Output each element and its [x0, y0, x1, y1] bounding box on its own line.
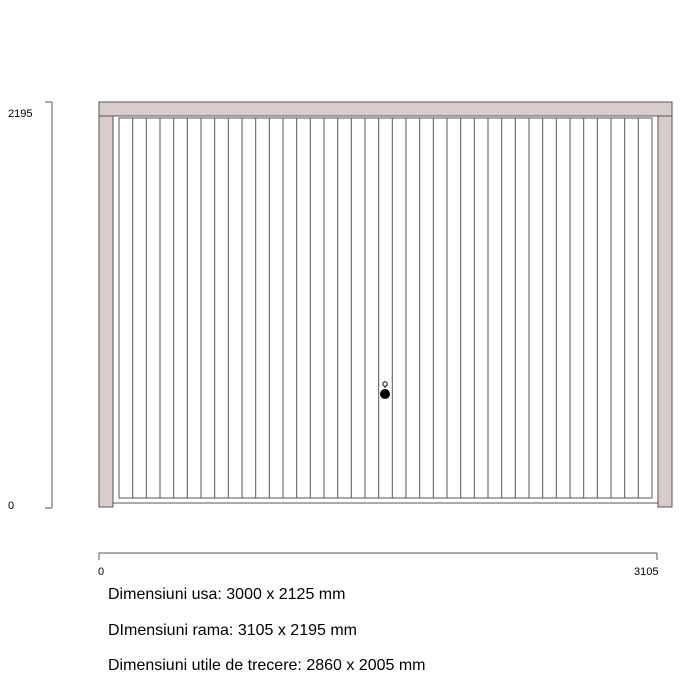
frame-right-post: [658, 116, 672, 507]
handle-knob: [380, 389, 390, 399]
door-panel-outline: [113, 116, 658, 503]
frame-top-beam: [99, 102, 672, 116]
clear-passage-text: Dimensiuni utile de trecere: 2860 x 2005 mm: [108, 657, 426, 674]
frame-size-text: DImensiuni rama: 3105 x 2195 mm: [108, 622, 357, 639]
horizontal-dimension-left-label: 0: [98, 566, 105, 578]
vertical-dimension-top-label: 2195: [8, 108, 33, 120]
vertical-dimension: [45, 102, 52, 508]
vertical-dimension-bottom-label: 0: [8, 500, 15, 512]
door-panel: [113, 116, 658, 503]
door-size-text: Dimensiuni usa: 3000 x 2125 mm: [108, 586, 346, 603]
horizontal-dimension-right-label: 3105: [634, 566, 659, 578]
frame-left-post: [99, 116, 113, 507]
horizontal-dimension: [99, 553, 657, 560]
